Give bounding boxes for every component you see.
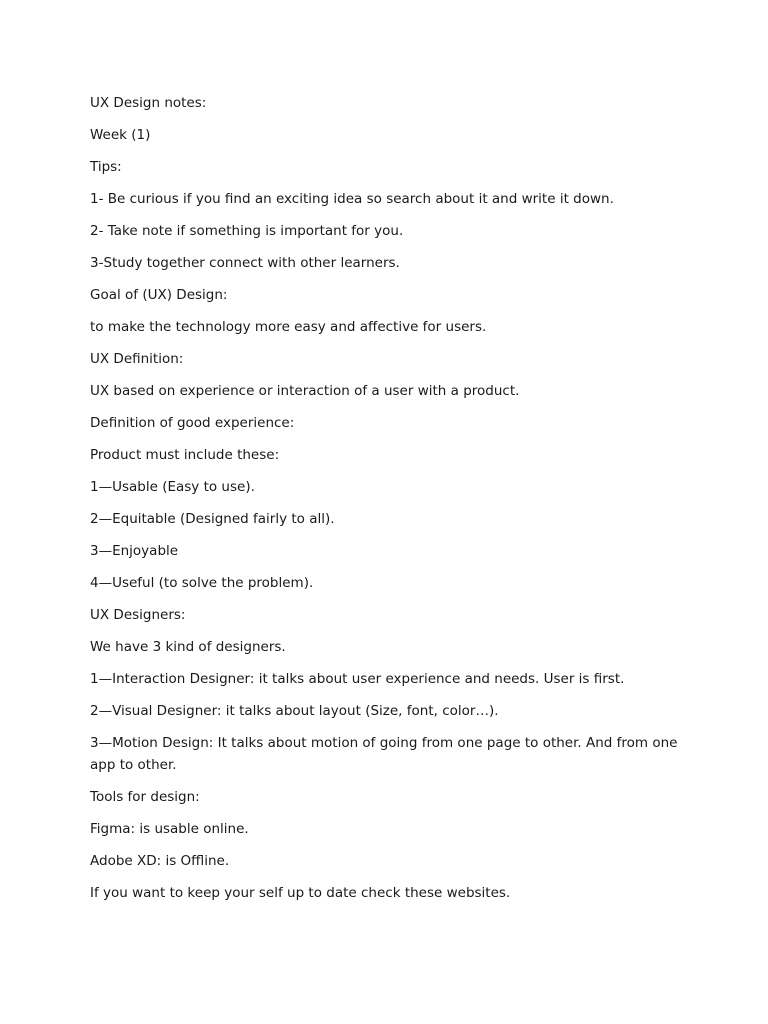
definition-heading: UX Definition: bbox=[90, 351, 184, 367]
goal-text: to make the technology more easy and affective for users. bbox=[90, 319, 487, 335]
requirement-enjoyable: 3—Enjoyable bbox=[90, 543, 179, 559]
tool-adobe-xd: Adobe XD: is Offline. bbox=[90, 853, 230, 869]
tool-figma: Figma: is usable online. bbox=[90, 821, 249, 837]
product-requirements-intro: Product must include these: bbox=[90, 447, 280, 463]
designer-visual: 2—Visual Designer: it talks about layout (Size, font, color…). bbox=[90, 703, 499, 719]
notes-title: UX Design notes: bbox=[90, 95, 207, 111]
week-heading: Week (1) bbox=[90, 127, 151, 143]
tip-1: 1- Be curious if you find an exciting idea so search about it and write it down. bbox=[90, 191, 614, 207]
good-experience-heading: Definition of good experience: bbox=[90, 415, 295, 431]
designer-motion: 3—Motion Design: It talks about motion of going from one page to other. And from one app to other. bbox=[90, 735, 678, 773]
document-body bbox=[90, 92, 680, 914]
requirement-equitable: 2—Equitable (Designed fairly to all). bbox=[90, 511, 335, 527]
definition-text: UX based on experience or interaction of a user with a product. bbox=[90, 383, 520, 399]
designers-intro: We have 3 kind of designers. bbox=[90, 639, 286, 655]
tips-heading: Tips: bbox=[90, 159, 122, 175]
requirement-usable: 1—Usable (Easy to use). bbox=[90, 479, 255, 495]
goal-heading: Goal of (UX) Design: bbox=[90, 287, 228, 303]
websites-note: If you want to keep your self up to date check these websites. bbox=[90, 885, 511, 901]
requirement-useful: 4—Useful (to solve the problem). bbox=[90, 575, 314, 591]
tip-2: 2- Take note if something is important for you. bbox=[90, 223, 404, 239]
designers-heading: UX Designers: bbox=[90, 607, 186, 623]
tip-3: 3-Study together connect with other learners. bbox=[90, 255, 400, 271]
tools-heading: Tools for design: bbox=[90, 789, 200, 805]
designer-interaction: 1—Interaction Designer: it talks about user experience and needs. User is first. bbox=[90, 671, 625, 687]
